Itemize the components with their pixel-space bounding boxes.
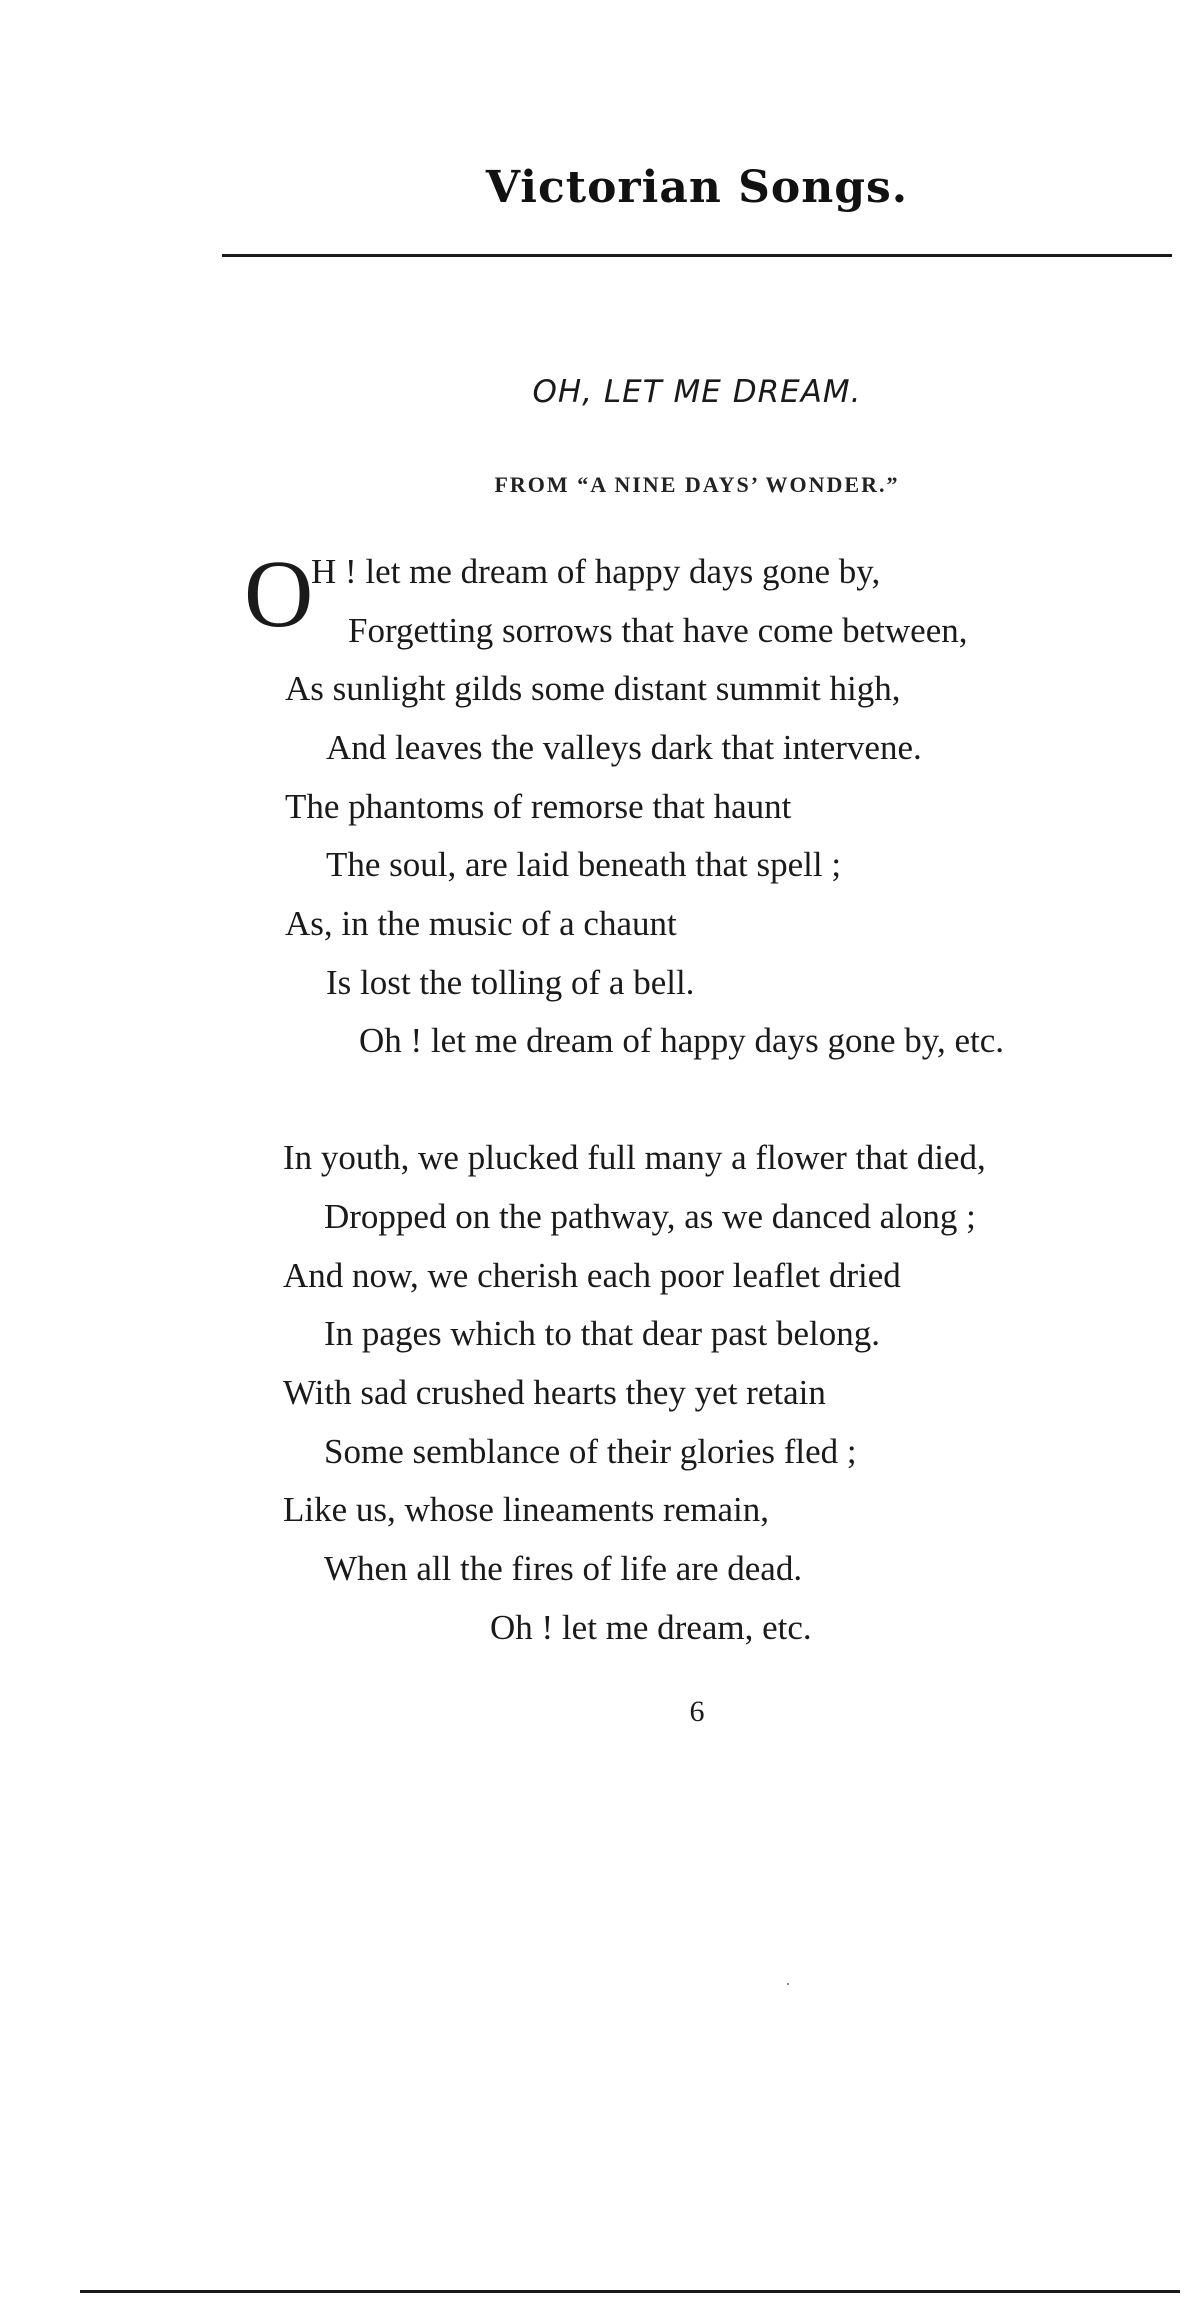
- verse-line: Dropped on the pathway, as we danced along ;: [324, 1197, 976, 1236]
- running-title: Victorian Songs.: [485, 162, 909, 213]
- verse-line: Forgetting sorrows that have come between,: [348, 611, 968, 650]
- drop-cap: O: [244, 540, 314, 647]
- poem-source: FROM “A NINE DAYS’ WONDER.”: [494, 472, 900, 497]
- verse-line: And leaves the valleys dark that intervene.: [326, 728, 922, 767]
- header-rule: [222, 254, 1172, 257]
- verse-line: In pages which to that dear past belong.: [324, 1314, 880, 1353]
- footer-rule: [80, 2290, 1180, 2293]
- poem-title: OH, LET ME DREAM.: [532, 374, 862, 410]
- verse-line: Some semblance of their glories fled ;: [324, 1432, 857, 1471]
- verse-line: In youth, we plucked full many a flower that died,: [283, 1138, 986, 1177]
- verse-line: H ! let me dream of happy days gone by,: [311, 552, 881, 591]
- verse-line: Oh ! let me dream, etc.: [490, 1608, 812, 1647]
- verse-line: The phantoms of remorse that haunt: [285, 787, 792, 826]
- verse-line: Like us, whose lineaments remain,: [283, 1490, 769, 1529]
- verse-line: As, in the music of a chaunt: [285, 904, 677, 943]
- verse-line: The soul, are laid beneath that spell ;: [326, 845, 842, 884]
- verse-line: Is lost the tolling of a bell.: [326, 963, 695, 1002]
- verse-line: When all the fires of life are dead.: [324, 1549, 803, 1588]
- print-speck: [787, 1983, 789, 1985]
- verse-line: And now, we cherish each poor leaflet dried: [283, 1256, 901, 1295]
- verse-line: Oh ! let me dream of happy days gone by, etc.: [359, 1021, 1005, 1060]
- page-number: 6: [689, 1695, 705, 1728]
- verse-line: With sad crushed hearts they yet retain: [283, 1373, 826, 1412]
- verse-line: As sunlight gilds some distant summit high,: [285, 669, 901, 708]
